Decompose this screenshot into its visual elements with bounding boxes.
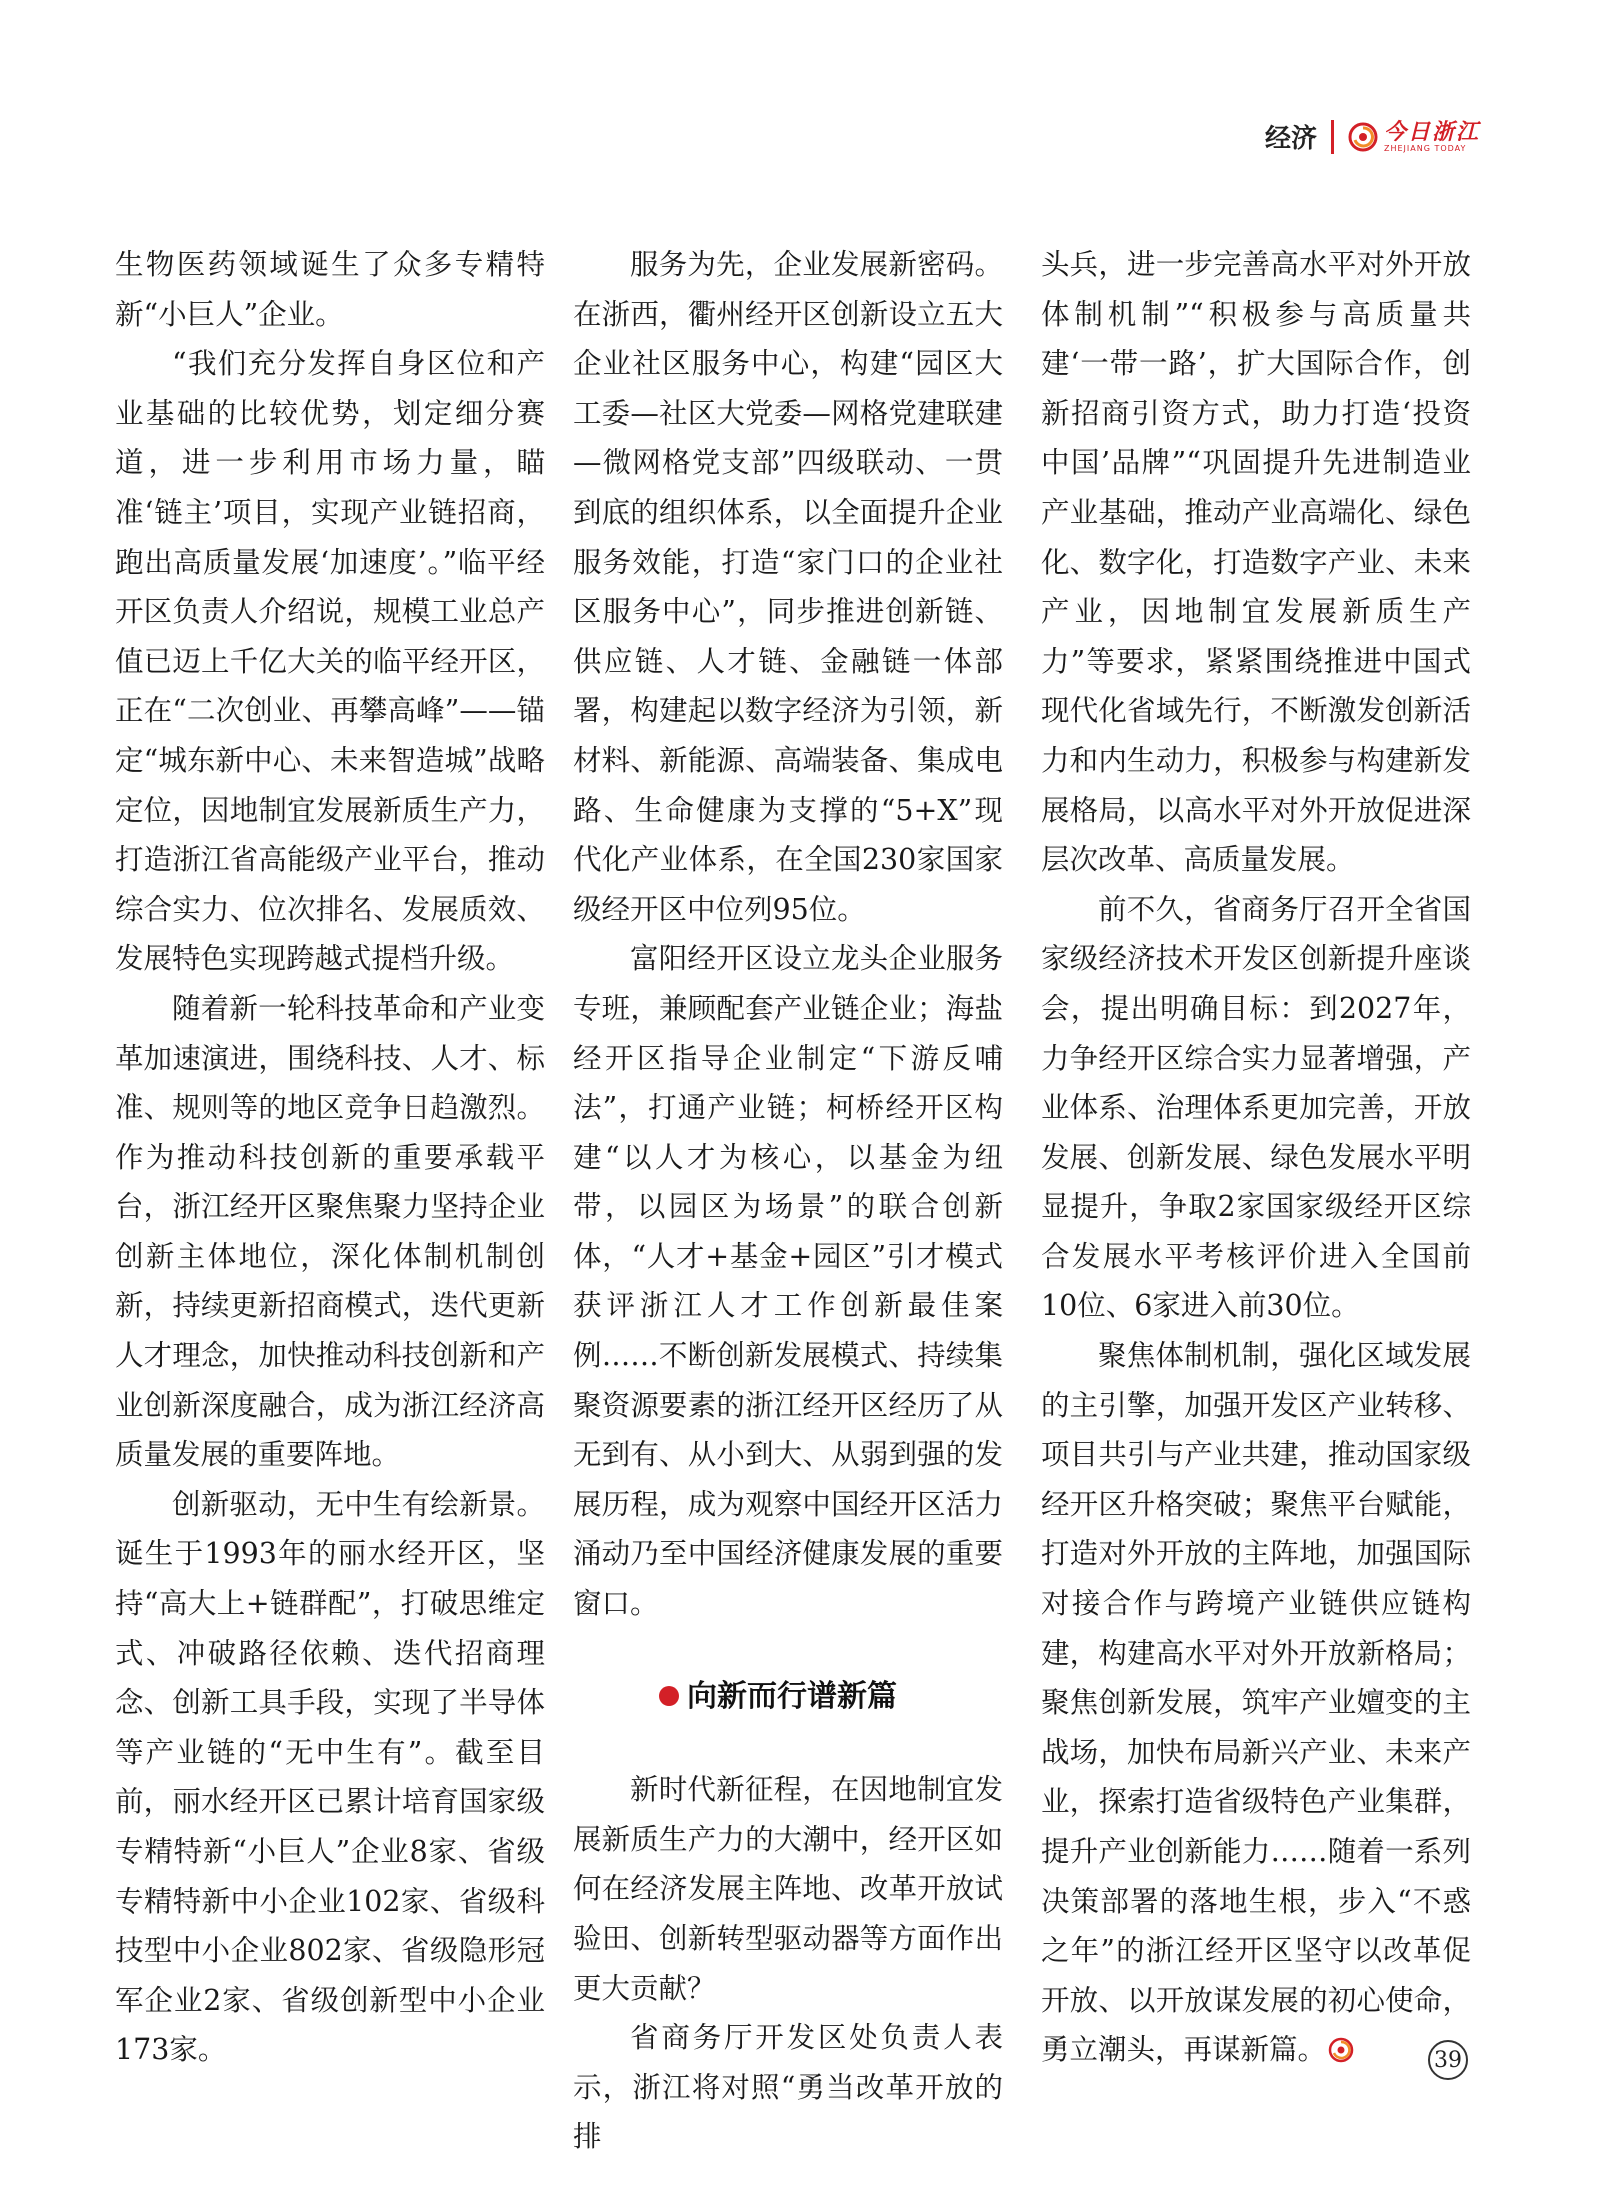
logo-english-text: ZHEJIANG TODAY [1383, 143, 1467, 153]
paragraph: 富阳经开区设立龙头企业服务专班，兼顾配套产业链企业；海盐经开区指导企业制定“下游反哺法”，打通产业链；柯桥经开区构建“以人才为核心，以基金为纽带，以园区为场景”的联合创新体，“人才+基金+园区”引才模式获评浙江人才工作创新最佳案例……不断创新发展模式、持续集聚资源要素的浙江经开区经历了从无到有、从小到大、从弱到强的发展历程，成为观察中国经开区活力涌动乃至中国经济健康发展的重要窗口。 [573, 942, 1003, 1621]
paragraph: 服务为先，企业发展新密码。在浙西，衢州经开区创新设立五大企业社区服务中心，构建“园区大工委—社区大党委—网格党建联建—微网格党支部”四级联动、一贯到底的组织体系，以全面提升企业服务效能，打造“家门口的企业社区服务中心”，同步推进创新链、供应链、人才链、金融链一体部署，构建起以数字经济为引领，新材料、新能源、高端装备、集成电路、生命健康为支撑的“5+X”现代化产业体系，在全国230家国家级经开区中位列95位。 [573, 248, 1003, 926]
paragraph: 随着新一轮科技革命和产业变革加速演进，围绕科技、人才、标准、规则等的地区竞争日趋激烈。作为推动科技创新的重要承载平台，浙江经开区聚焦聚力坚持企业创新主体地位，深化体制机制创新，持续更新招商模式，迭代更新人才理念，加快推动科技创新和产业创新深度融合，成为浙江经济高质量发展的重要阵地。 [115, 991, 545, 1472]
paragraph: 生物医药领域诞生了众多专精特新“小巨人”企业。 [115, 248, 545, 331]
magazine-logo [1348, 118, 1480, 153]
paragraph: 省商务厅开发区处负责人表示，浙江将对照“勇当改革开放的排 [573, 2021, 1003, 2154]
paragraph: “我们充分发挥自身区位和产业基础的比较优势，划定细分赛道，进一步利用市场力量，瞄准‘链主’项目，实现产业链招商，跑出高质量发展‘加速度’。”临平经开区负责人介绍说，规模工业总产值已迈上千亿大关的临平经开区，正在“二次创业、再攀高峰”——锚定“城东新中心、未来智造城”战略定位，因地制宜发展新质生产力，打造浙江省高能级产业平台，推动综合实力、位次排名、发展质效、发展特色实现跨越式提档升级。 [115, 347, 545, 976]
section-label: 经济 [1264, 124, 1317, 154]
section-subheading [573, 1672, 1003, 1722]
subheading-text: 向新而行谱新篇 [687, 1678, 897, 1714]
bullet-dot-icon [659, 1686, 679, 1706]
paragraph [1041, 1331, 1471, 2075]
paragraph-text: 聚焦体制机制，强化区域发展的主引擎，加强开发区产业转移、项目共引与产业共建，推动国家级经开区升格突破；聚焦平台赋能，打造对外开放的主阵地，加强国际对接合作与跨境产业链供应链构建，构建高水平对外开放新格局；聚焦创新发展，筑牢产业嬗变的主战场，加快布局新兴产业、未来产业，探索打造省级特色产业集群，提升产业创新能力……随着一系列决策部署的落地生根，步入“不惑之年”的浙江经开区坚守以改革促开放、以开放谋发展的初心使命，勇立潮头，再谋新篇。 [1041, 1339, 1471, 2067]
paragraph: 前不久，省商务厅召开全省国家级经济技术开发区创新提升座谈会，提出明确目标：到2027年，力争经开区综合实力显著增强，产业体系、治理体系更加完善，开放发展、创新发展、绿色发展水平明显提升，争取2家国家级经开区综合发展水平考核评价进入全国前10位、6家进入前30位。 [1041, 892, 1471, 1323]
page-number: 39 [1428, 2040, 1468, 2080]
article-column-3 [1041, 240, 1471, 2075]
article-end-mark-icon [1328, 2037, 1354, 2063]
paragraph: 创新驱动，无中生有绘新景。诞生于1993年的丽水经开区，坚持“高大上+链群配”，打破思维定式、冲破路径依赖、迭代招商理念、创新工具手段，实现了半导体等产业链的“无中生有”。截至目前，丽水经开区已累计培育国家级专精特新“小巨人”企业8家、省级专精特新中小企业102家、省级科技型中小企业802家、省级隐形冠军企业2家、省级创新型中小企业173家。 [115, 1487, 545, 2067]
article-column-1 [115, 240, 545, 2075]
logo-chinese-text: 今日浙江 [1383, 118, 1480, 145]
paragraph: 新时代新征程，在因地制宜发展新质生产力的大潮中，经开区如何在经济发展主阵地、改革开放试验田、创新转型驱动器等方面作出更大贡献？ [573, 1773, 1003, 2005]
logo-swirl-icon [1348, 122, 1378, 152]
page-header [1265, 118, 1480, 155]
paragraph: 头兵，进一步完善高水平对外开放体制机制”“积极参与高质量共建‘一带一路’，扩大国际合作，创新招商引资方式，助力打造‘投资中国’品牌”“巩固提升先进制造业产业基础，推动产业高端化、绿色化、数字化，打造数字产业、未来产业，因地制宜发展新质生产力”等要求，紧紧围绕推进中国式现代化省域先行，不断激发创新活力和内生动力，积极参与构建新发展格局，以高水平对外开放促进深层次改革、高质量发展。 [1041, 248, 1471, 877]
header-divider [1331, 120, 1334, 154]
article-column-2 [573, 240, 1003, 2162]
